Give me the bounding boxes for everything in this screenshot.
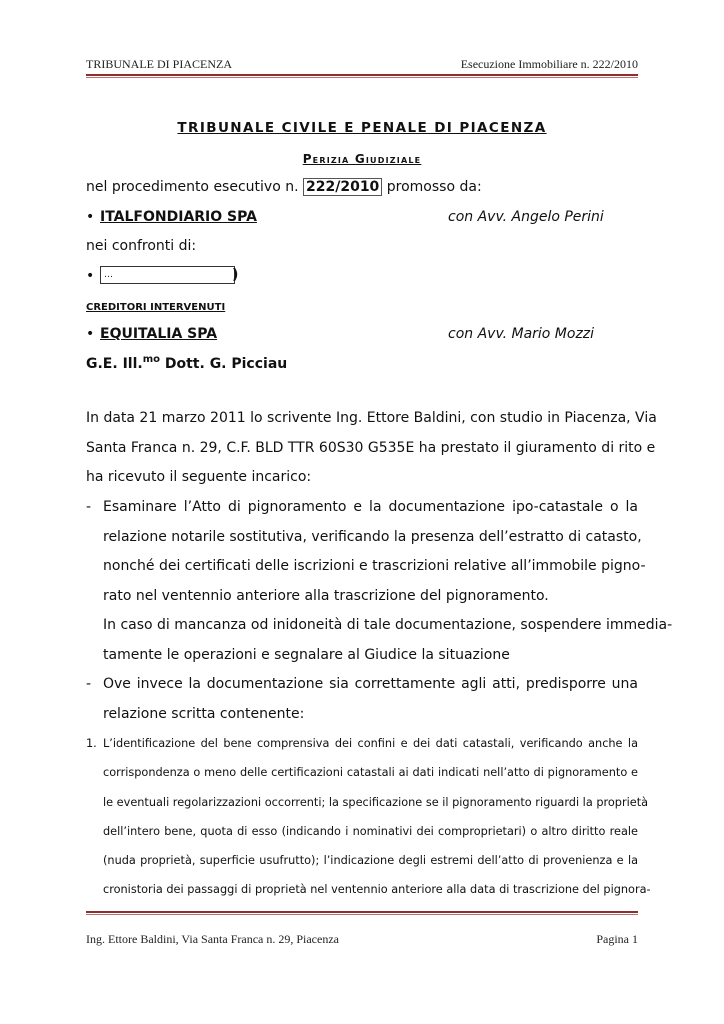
- item-line: cronistoria dei passaggi di proprietà nel ventennio anteriore alla data di trascrizione del pignora-: [103, 883, 651, 897]
- footer-address: Ing. Ettore Baldini, Via Santa Franca n. 29, Piacenza: [86, 932, 339, 946]
- task-line: Esaminare l’Atto di pignoramento e la documentazione ipo-catastale o la: [103, 499, 638, 515]
- task-line: relazione scritta contenente:: [103, 705, 305, 722]
- redacted-field: …: [100, 266, 235, 284]
- judge-name: Dott. G. Picciau: [160, 356, 288, 372]
- judge-sup: mo: [142, 354, 160, 365]
- footer-rule: [86, 911, 638, 915]
- task-item: [86, 493, 673, 670]
- item-number: 1.: [86, 737, 97, 750]
- header-case: Esecuzione Immobiliare n. 222/2010: [460, 57, 638, 71]
- intervenor-name: EQUITALIA SPA: [100, 326, 218, 342]
- page-header: [86, 57, 638, 72]
- intervenor-line: [86, 326, 638, 342]
- intervenor-lawyer: con Avv. Mario Mozzi: [448, 326, 595, 342]
- judge-prefix: G.E. Ill.: [86, 356, 143, 372]
- task-line: nonché dei certificati delle iscrizioni e trascrizioni relative all’immobile pigno-: [103, 558, 646, 574]
- procedure-suffix: promosso da:: [386, 179, 482, 195]
- procedure-number: 222/2010: [303, 178, 382, 196]
- creditor-lawyer: con Avv. Angelo Perini: [448, 209, 604, 225]
- header-rule: [86, 74, 638, 78]
- creditor-name: ITALFONDIARIO SPA: [100, 209, 257, 225]
- bullet-icon: •: [86, 268, 95, 284]
- bullet-icon: •: [86, 326, 95, 342]
- intro-line: Santa Franca n. 29, C.F. BLD TTR 60S30 G535E ha prestato il giuramento di rito e: [86, 439, 656, 456]
- dash-bullet: -: [86, 499, 92, 515]
- item-line: le eventuali regolarizzazioni occorrenti; la specificazione se il pignoramento riguardi la proprietà: [103, 795, 649, 809]
- task-line: tamente le operazioni e segnalare al Giudice la situazione: [103, 646, 510, 663]
- dash-bullet: -: [86, 676, 92, 692]
- intro-paragraph: [86, 404, 657, 493]
- bullet-icon: •: [86, 209, 95, 225]
- task-line: relazione notarile sostitutiva, verificando la presenza dell’estratto di catasto,: [103, 528, 642, 545]
- task-line: Ove invece la documentazione sia correttamente agli atti, predisporre una: [103, 676, 638, 692]
- page-number: Pagina 1: [596, 932, 638, 946]
- item-line: dell’intero bene, quota di esso (indicando i nominativi dei comproprietari) o altro diritto reale: [103, 824, 638, 838]
- page-footer: [86, 932, 638, 947]
- item-line: L’identificazione del bene comprensiva dei confini e dei dati catastali, verificando anche la: [103, 737, 638, 750]
- redacted-field-end: ): [232, 267, 239, 283]
- task-line: In caso di mancanza od inidoneità di tale documentazione, sospendere immedia-: [103, 617, 673, 633]
- against-line: nei confronti di:: [86, 238, 197, 254]
- task-item: [86, 670, 638, 729]
- creditor-line: [86, 209, 638, 225]
- intro-line: ha ricevuto il seguente incarico:: [86, 469, 312, 485]
- numbered-item: [86, 729, 651, 905]
- creditori-label: CREDITORI INTERVENUTI: [86, 302, 226, 313]
- procedure-prefix: nel procedimento esecutivo n.: [86, 179, 299, 195]
- item-line: corrispondenza o meno delle certificazioni catastali ai dati indicati nell’atto di pignoramento e: [103, 766, 638, 780]
- judge-line: [86, 356, 638, 372]
- document-title: TRIBUNALE CIVILE E PENALE DI PIACENZA: [177, 120, 547, 136]
- item-line: (nuda proprietà, superficie usufrutto); l’indicazione degli estremi dell’atto di provenienza e la: [103, 854, 638, 868]
- intro-line: In data 21 marzo 2011 lo scrivente Ing. Ettore Baldini, con studio in Piacenza, Via: [86, 410, 657, 426]
- task-line: rato nel ventennio anteriore alla trascrizione del pignoramento.: [103, 587, 549, 604]
- document-subtitle: Perizia Giudiziale: [302, 152, 422, 166]
- procedure-line: [86, 179, 638, 195]
- header-court: TRIBUNALE DI PIACENZA: [86, 57, 232, 71]
